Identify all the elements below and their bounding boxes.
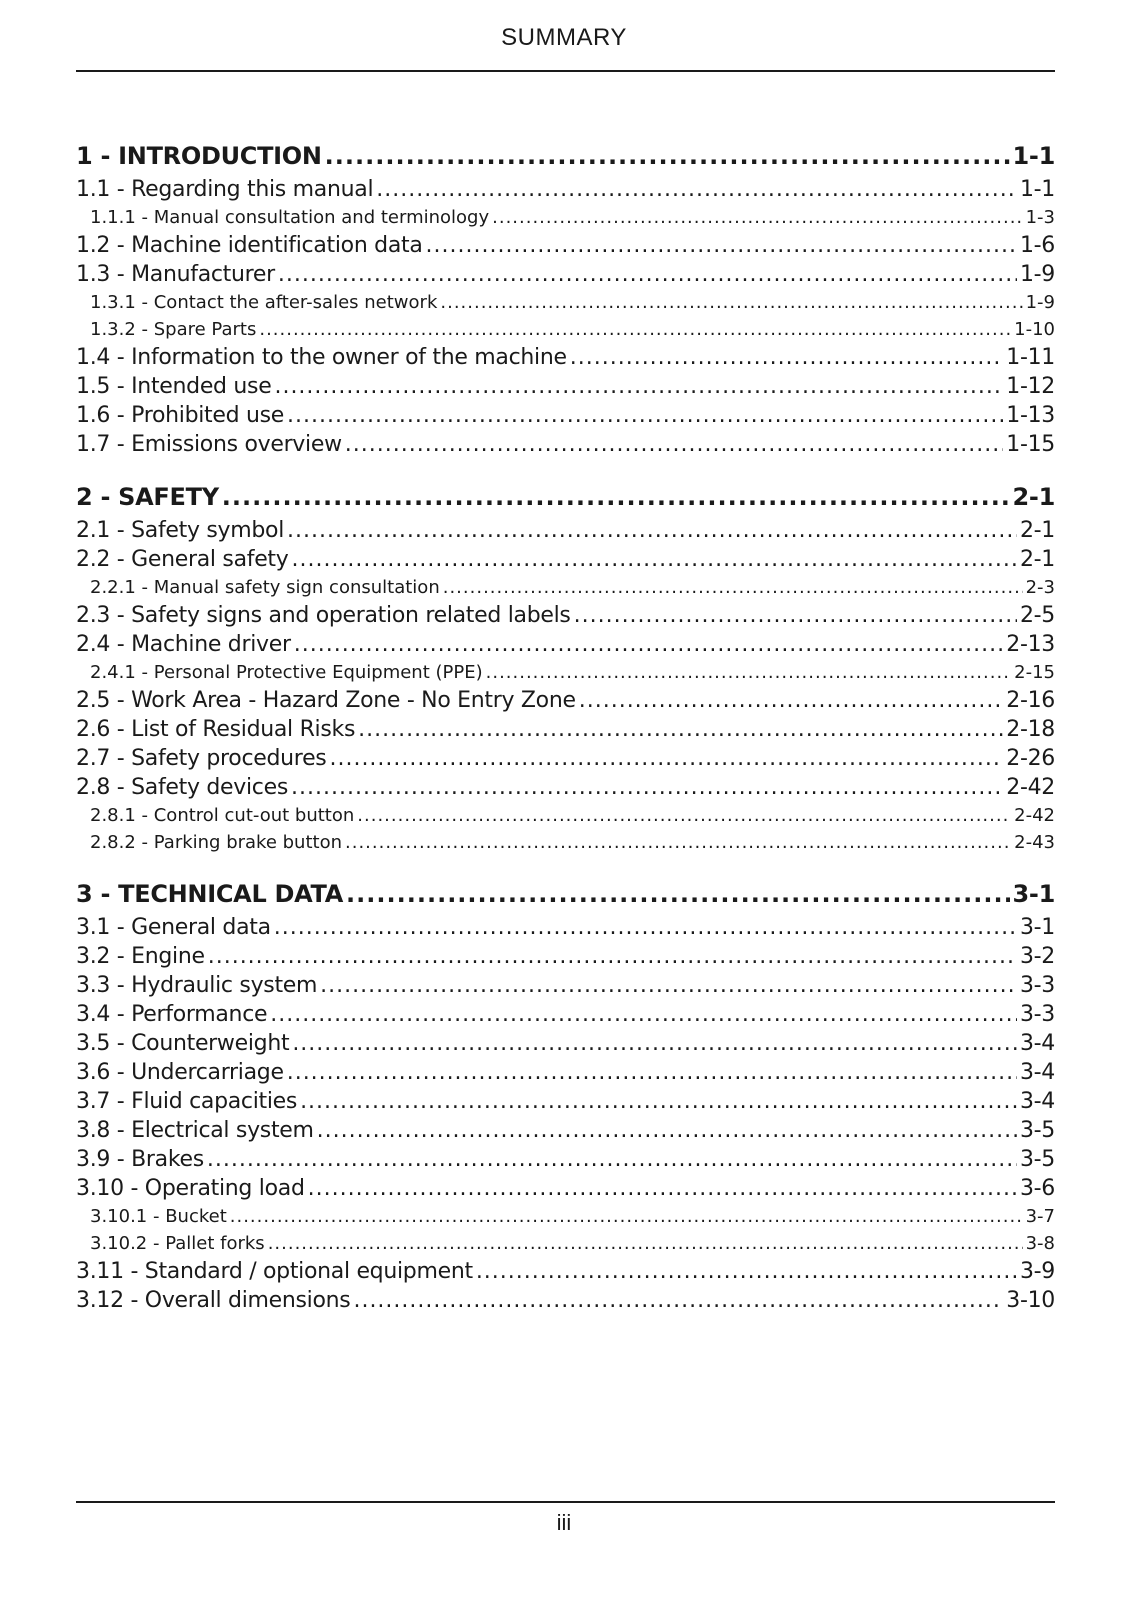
toc-label: 1.3 - Manufacturer: [76, 262, 275, 287]
toc-section-entry[interactable]: [76, 1286, 1055, 1315]
toc-label: 2.8.2 - Parking brake button: [90, 832, 342, 853]
toc-label: 3.12 - Overall dimensions: [76, 1288, 351, 1313]
toc-section-entry[interactable]: [76, 715, 1055, 744]
toc-page-number: 3-3: [1019, 973, 1055, 998]
toc-page-number: 1-9: [1019, 262, 1055, 287]
toc-page-number: 3-8: [1025, 1233, 1055, 1254]
toc-page-number: 1-10: [1014, 319, 1055, 340]
toc-label: 3.10.2 - Pallet forks: [90, 1233, 265, 1254]
dot-leader: [492, 204, 1022, 231]
toc-label: 3.5 - Counterweight: [76, 1031, 290, 1056]
dot-leader: [345, 829, 1011, 856]
dot-leader: [570, 343, 1004, 372]
dot-leader: [274, 913, 1017, 942]
toc-subsection-entry[interactable]: [76, 829, 1055, 856]
dot-leader: [346, 876, 1010, 913]
toc-page-number: 1-15: [1006, 432, 1055, 457]
dot-leader: [376, 175, 1017, 204]
dot-leader: [329, 744, 1003, 773]
toc-page-number: 3-4: [1019, 1031, 1055, 1056]
toc-label: 2.4.1 - Personal Protective Equipment (PPE): [90, 662, 483, 683]
page-title: SUMMARY: [501, 24, 627, 51]
toc-page-number: 3-4: [1019, 1089, 1055, 1114]
toc-label: 2.5 - Work Area - Hazard Zone - No Entry Zone: [76, 688, 576, 713]
toc-label: 1.3.2 - Spare Parts: [90, 319, 257, 340]
toc-page-number: 3-1: [1012, 880, 1055, 908]
toc-label: 2.1 - Safety symbol: [76, 518, 285, 543]
toc-page-number: 2-18: [1006, 717, 1055, 742]
toc-page-number: 3-5: [1019, 1147, 1055, 1172]
dot-leader: [287, 516, 1017, 545]
dot-leader: [274, 372, 1003, 401]
toc-label: 1.1 - Regarding this manual: [76, 177, 374, 202]
toc-label: 1.4 - Information to the owner of the machine: [76, 345, 567, 370]
dot-leader: [426, 231, 1017, 260]
toc-page-number: 2-3: [1025, 577, 1055, 598]
toc-page-number: 3-7: [1025, 1206, 1055, 1227]
toc-label: 2.2 - General safety: [76, 547, 289, 572]
dot-leader: [287, 401, 1003, 430]
toc-section-entry[interactable]: [76, 942, 1055, 971]
toc-page-number: 2-13: [1006, 632, 1055, 657]
toc-label: 3.10 - Operating load: [76, 1176, 305, 1201]
toc-label: 3.4 - Performance: [76, 1002, 268, 1027]
toc-section-entry[interactable]: [76, 601, 1055, 630]
toc-label: 3.8 - Electrical system: [76, 1118, 314, 1143]
page-number: iii: [556, 1510, 572, 1535]
toc-section: [76, 479, 1055, 856]
toc-subsection-entry[interactable]: [76, 1230, 1055, 1257]
toc-label: 1.2 - Machine identification data: [76, 233, 423, 258]
dot-leader: [278, 260, 1017, 289]
toc-subsection-entry[interactable]: [76, 204, 1055, 231]
toc-label: 3.11 - Standard / optional equipment: [76, 1259, 473, 1284]
toc-label: 3.3 - Hydraulic system: [76, 973, 318, 998]
toc-label: 1.7 - Emissions overview: [76, 432, 342, 457]
toc-subsection-entry[interactable]: [76, 316, 1055, 343]
toc-label: 2.8.1 - Control cut-out button: [90, 805, 355, 826]
dot-leader: [486, 659, 1012, 686]
toc-page-number: 3-6: [1019, 1176, 1055, 1201]
dot-leader: [579, 686, 1004, 715]
toc-section-entry[interactable]: [76, 1174, 1055, 1203]
dot-leader: [268, 1230, 1023, 1257]
toc-page-number: 1-1: [1012, 142, 1055, 170]
dot-leader: [300, 1087, 1017, 1116]
dot-leader: [317, 1116, 1017, 1145]
dot-leader: [476, 1257, 1017, 1286]
toc-section-entry[interactable]: [76, 260, 1055, 289]
toc-page-number: 1-12: [1006, 374, 1055, 399]
toc-page-number: 3-4: [1019, 1060, 1055, 1085]
toc-label: 3.7 - Fluid capacities: [76, 1089, 298, 1114]
dot-leader: [443, 574, 1023, 601]
toc-label: 1.1.1 - Manual consultation and terminology: [90, 207, 490, 228]
toc-page-number: 2-43: [1014, 832, 1055, 853]
toc-label: 2.6 - List of Residual Risks: [76, 717, 356, 742]
toc-page-number: 3-9: [1019, 1259, 1055, 1284]
header-divider: [76, 70, 1055, 72]
toc-page-number: 2-1: [1019, 518, 1055, 543]
toc-page-number: 3-1: [1019, 915, 1055, 940]
toc-page-number: 3-5: [1019, 1118, 1055, 1143]
toc-page-number: 1-6: [1019, 233, 1055, 258]
dot-leader: [358, 715, 1003, 744]
toc-chapter-heading[interactable]: [76, 138, 1055, 175]
toc-section-entry[interactable]: [76, 1087, 1055, 1116]
toc-page-number: 2-1: [1012, 483, 1055, 511]
dot-leader: [208, 942, 1017, 971]
toc-label: 2.3 - Safety signs and operation related labels: [76, 603, 571, 628]
toc-section-entry[interactable]: [76, 401, 1055, 430]
dot-leader: [287, 1058, 1017, 1087]
toc-label: 3.1 - General data: [76, 915, 271, 940]
toc-section-entry[interactable]: [76, 1116, 1055, 1145]
toc-section-entry[interactable]: [76, 516, 1055, 545]
toc-label: 1.6 - Prohibited use: [76, 403, 285, 428]
toc-section-entry[interactable]: [76, 231, 1055, 260]
toc-section-entry[interactable]: [76, 545, 1055, 574]
toc-label: 3.9 - Brakes: [76, 1147, 204, 1172]
toc-page-number: 2-16: [1006, 688, 1055, 713]
toc-label: 1.3.1 - Contact the after-sales network: [90, 292, 438, 313]
dot-leader: [222, 479, 1010, 516]
toc-section-entry[interactable]: [76, 1058, 1055, 1087]
dot-leader: [440, 289, 1022, 316]
toc-label: 2 - SAFETY: [76, 483, 219, 511]
toc-page-number: 1-13: [1006, 403, 1055, 428]
toc-label: 3 - TECHNICAL DATA: [76, 880, 344, 908]
toc-page-number: 2-42: [1014, 805, 1055, 826]
toc-page-number: 1-11: [1006, 345, 1055, 370]
toc-page-number: 3-2: [1019, 944, 1055, 969]
toc-subsection-entry[interactable]: [76, 1203, 1055, 1230]
toc-section-entry[interactable]: [76, 1000, 1055, 1029]
toc-section-entry[interactable]: [76, 1145, 1055, 1174]
toc-section-entry[interactable]: [76, 913, 1055, 942]
toc-section-entry[interactable]: [76, 430, 1055, 459]
dot-leader: [320, 971, 1017, 1000]
toc-subsection-entry[interactable]: [76, 659, 1055, 686]
toc-page-number: 3-10: [1006, 1288, 1055, 1313]
toc-chapter-heading[interactable]: [76, 479, 1055, 516]
toc-section-entry[interactable]: [76, 372, 1055, 401]
toc-subsection-entry[interactable]: [76, 289, 1055, 316]
toc-section-entry[interactable]: [76, 630, 1055, 659]
toc-page-number: 2-15: [1014, 662, 1055, 683]
toc-section-entry[interactable]: [76, 744, 1055, 773]
toc-chapter-heading[interactable]: [76, 876, 1055, 913]
toc-section-entry[interactable]: [76, 1029, 1055, 1058]
toc-label: 2.8 - Safety devices: [76, 775, 289, 800]
toc-section-entry[interactable]: [76, 773, 1055, 802]
toc-section: [76, 876, 1055, 1315]
dot-leader: [574, 601, 1017, 630]
table-of-contents: [76, 138, 1055, 1335]
dot-leader: [270, 1000, 1017, 1029]
dot-leader: [294, 630, 1004, 659]
toc-label: 2.2.1 - Manual safety sign consultation: [90, 577, 440, 598]
toc-label: 3.10.1 - Bucket: [90, 1206, 227, 1227]
dot-leader: [345, 430, 1003, 459]
toc-section-entry[interactable]: [76, 175, 1055, 204]
toc-section: [76, 138, 1055, 459]
dot-leader: [291, 545, 1016, 574]
toc-section-entry[interactable]: [76, 686, 1055, 715]
dot-leader: [291, 773, 1003, 802]
dot-leader: [325, 138, 1010, 175]
toc-page-number: 2-5: [1019, 603, 1055, 628]
toc-subsection-entry[interactable]: [76, 802, 1055, 829]
toc-page-number: 2-1: [1019, 547, 1055, 572]
toc-page-number: 1-9: [1025, 292, 1055, 313]
dot-leader: [259, 316, 1011, 343]
toc-page-number: 1-3: [1025, 207, 1055, 228]
toc-page-number: 3-3: [1019, 1002, 1055, 1027]
dot-leader: [230, 1203, 1023, 1230]
dot-leader: [353, 1286, 1003, 1315]
toc-page-number: 2-42: [1006, 775, 1055, 800]
toc-label: 2.7 - Safety procedures: [76, 746, 327, 771]
toc-subsection-entry[interactable]: [76, 574, 1055, 601]
footer-divider: [76, 1501, 1055, 1503]
dot-leader: [308, 1174, 1017, 1203]
dot-leader: [207, 1145, 1017, 1174]
toc-label: 1.5 - Intended use: [76, 374, 272, 399]
dot-leader: [357, 802, 1011, 829]
toc-label: 3.6 - Undercarriage: [76, 1060, 284, 1085]
toc-label: 2.4 - Machine driver: [76, 632, 291, 657]
toc-label: 3.2 - Engine: [76, 944, 205, 969]
toc-section-entry[interactable]: [76, 343, 1055, 372]
toc-section-entry[interactable]: [76, 971, 1055, 1000]
toc-label: 1 - INTRODUCTION: [76, 142, 322, 170]
toc-page-number: 1-1: [1019, 177, 1055, 202]
toc-page-number: 2-26: [1006, 746, 1055, 771]
toc-section-entry[interactable]: [76, 1257, 1055, 1286]
dot-leader: [292, 1029, 1017, 1058]
